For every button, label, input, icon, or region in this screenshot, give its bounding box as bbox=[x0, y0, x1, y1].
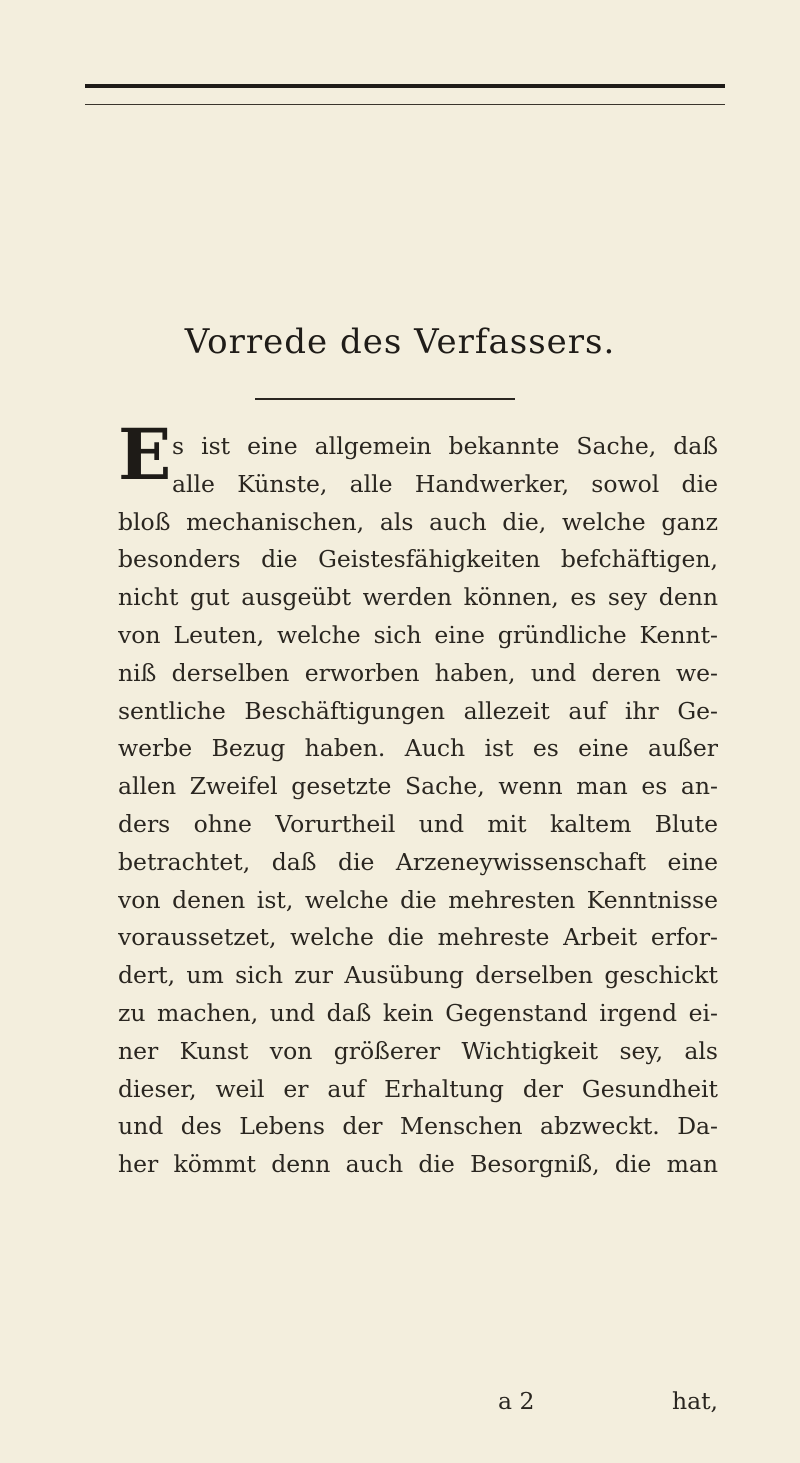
text-line: her kömmt denn auch die Besorgniß, die man bbox=[118, 1150, 718, 1179]
text-line: zu machen, und daß kein Gegenstand irgend ei- bbox=[118, 998, 718, 1027]
text-line: allen Zweifel gesetzte Sache, wenn man es an- bbox=[118, 772, 718, 801]
text-line: und des Lebens der Menschen abzweckt. Da- bbox=[118, 1112, 718, 1141]
text-line: nicht gut ausgeübt werden können, es sey denn bbox=[118, 583, 718, 612]
top-ornamental-rule bbox=[85, 84, 725, 105]
text-line: dert, um sich zur Ausübung derselben geschickt bbox=[118, 961, 718, 990]
text-line: niß derselben erworben haben, und deren we- bbox=[118, 658, 718, 687]
page-title: Vorrede des Verfassers. bbox=[184, 322, 616, 362]
page-footer bbox=[118, 1387, 718, 1417]
text-line: besonders die Geistesfähigkeiten befchäftigen, bbox=[118, 545, 718, 574]
text-line: sentliche Beschäftigungen allezeit auf ihr Ge- bbox=[118, 696, 718, 725]
text-line: von denen ist, welche die mehresten Kenntnisse bbox=[118, 885, 718, 914]
text-line: bloß mechanischen, als auch die, welche ganz bbox=[118, 507, 718, 536]
text-line: von Leuten, welche sich eine gründliche Kennt- bbox=[118, 620, 718, 649]
text-line: ders ohne Vorurtheil und mit kaltem Blute bbox=[118, 809, 718, 838]
title-rule bbox=[255, 398, 515, 400]
text-line: betrachtet, daß die Arzeneywissenschaft eine bbox=[118, 847, 718, 876]
catchword: hat, bbox=[671, 1387, 718, 1415]
text-line: dieser, weil er auf Erhaltung der Gesundheit bbox=[118, 1074, 718, 1103]
text-line: s ist eine allgemein bekannte Sache, daß bbox=[172, 432, 718, 460]
drop-initial: E bbox=[118, 413, 172, 496]
text-line: ner Kunst von größerer Wichtigkeit sey, als bbox=[118, 1036, 718, 1065]
text-line: voraussetzet, welche die mehreste Arbeit erfor- bbox=[118, 923, 718, 952]
signature-mark: a 2 bbox=[498, 1387, 535, 1415]
text-line: alle Künste, alle Handwerker, sowol die bbox=[172, 469, 718, 498]
body-text bbox=[118, 428, 718, 1184]
text-line: werbe Bezug haben. Auch ist es eine außer bbox=[118, 734, 718, 763]
